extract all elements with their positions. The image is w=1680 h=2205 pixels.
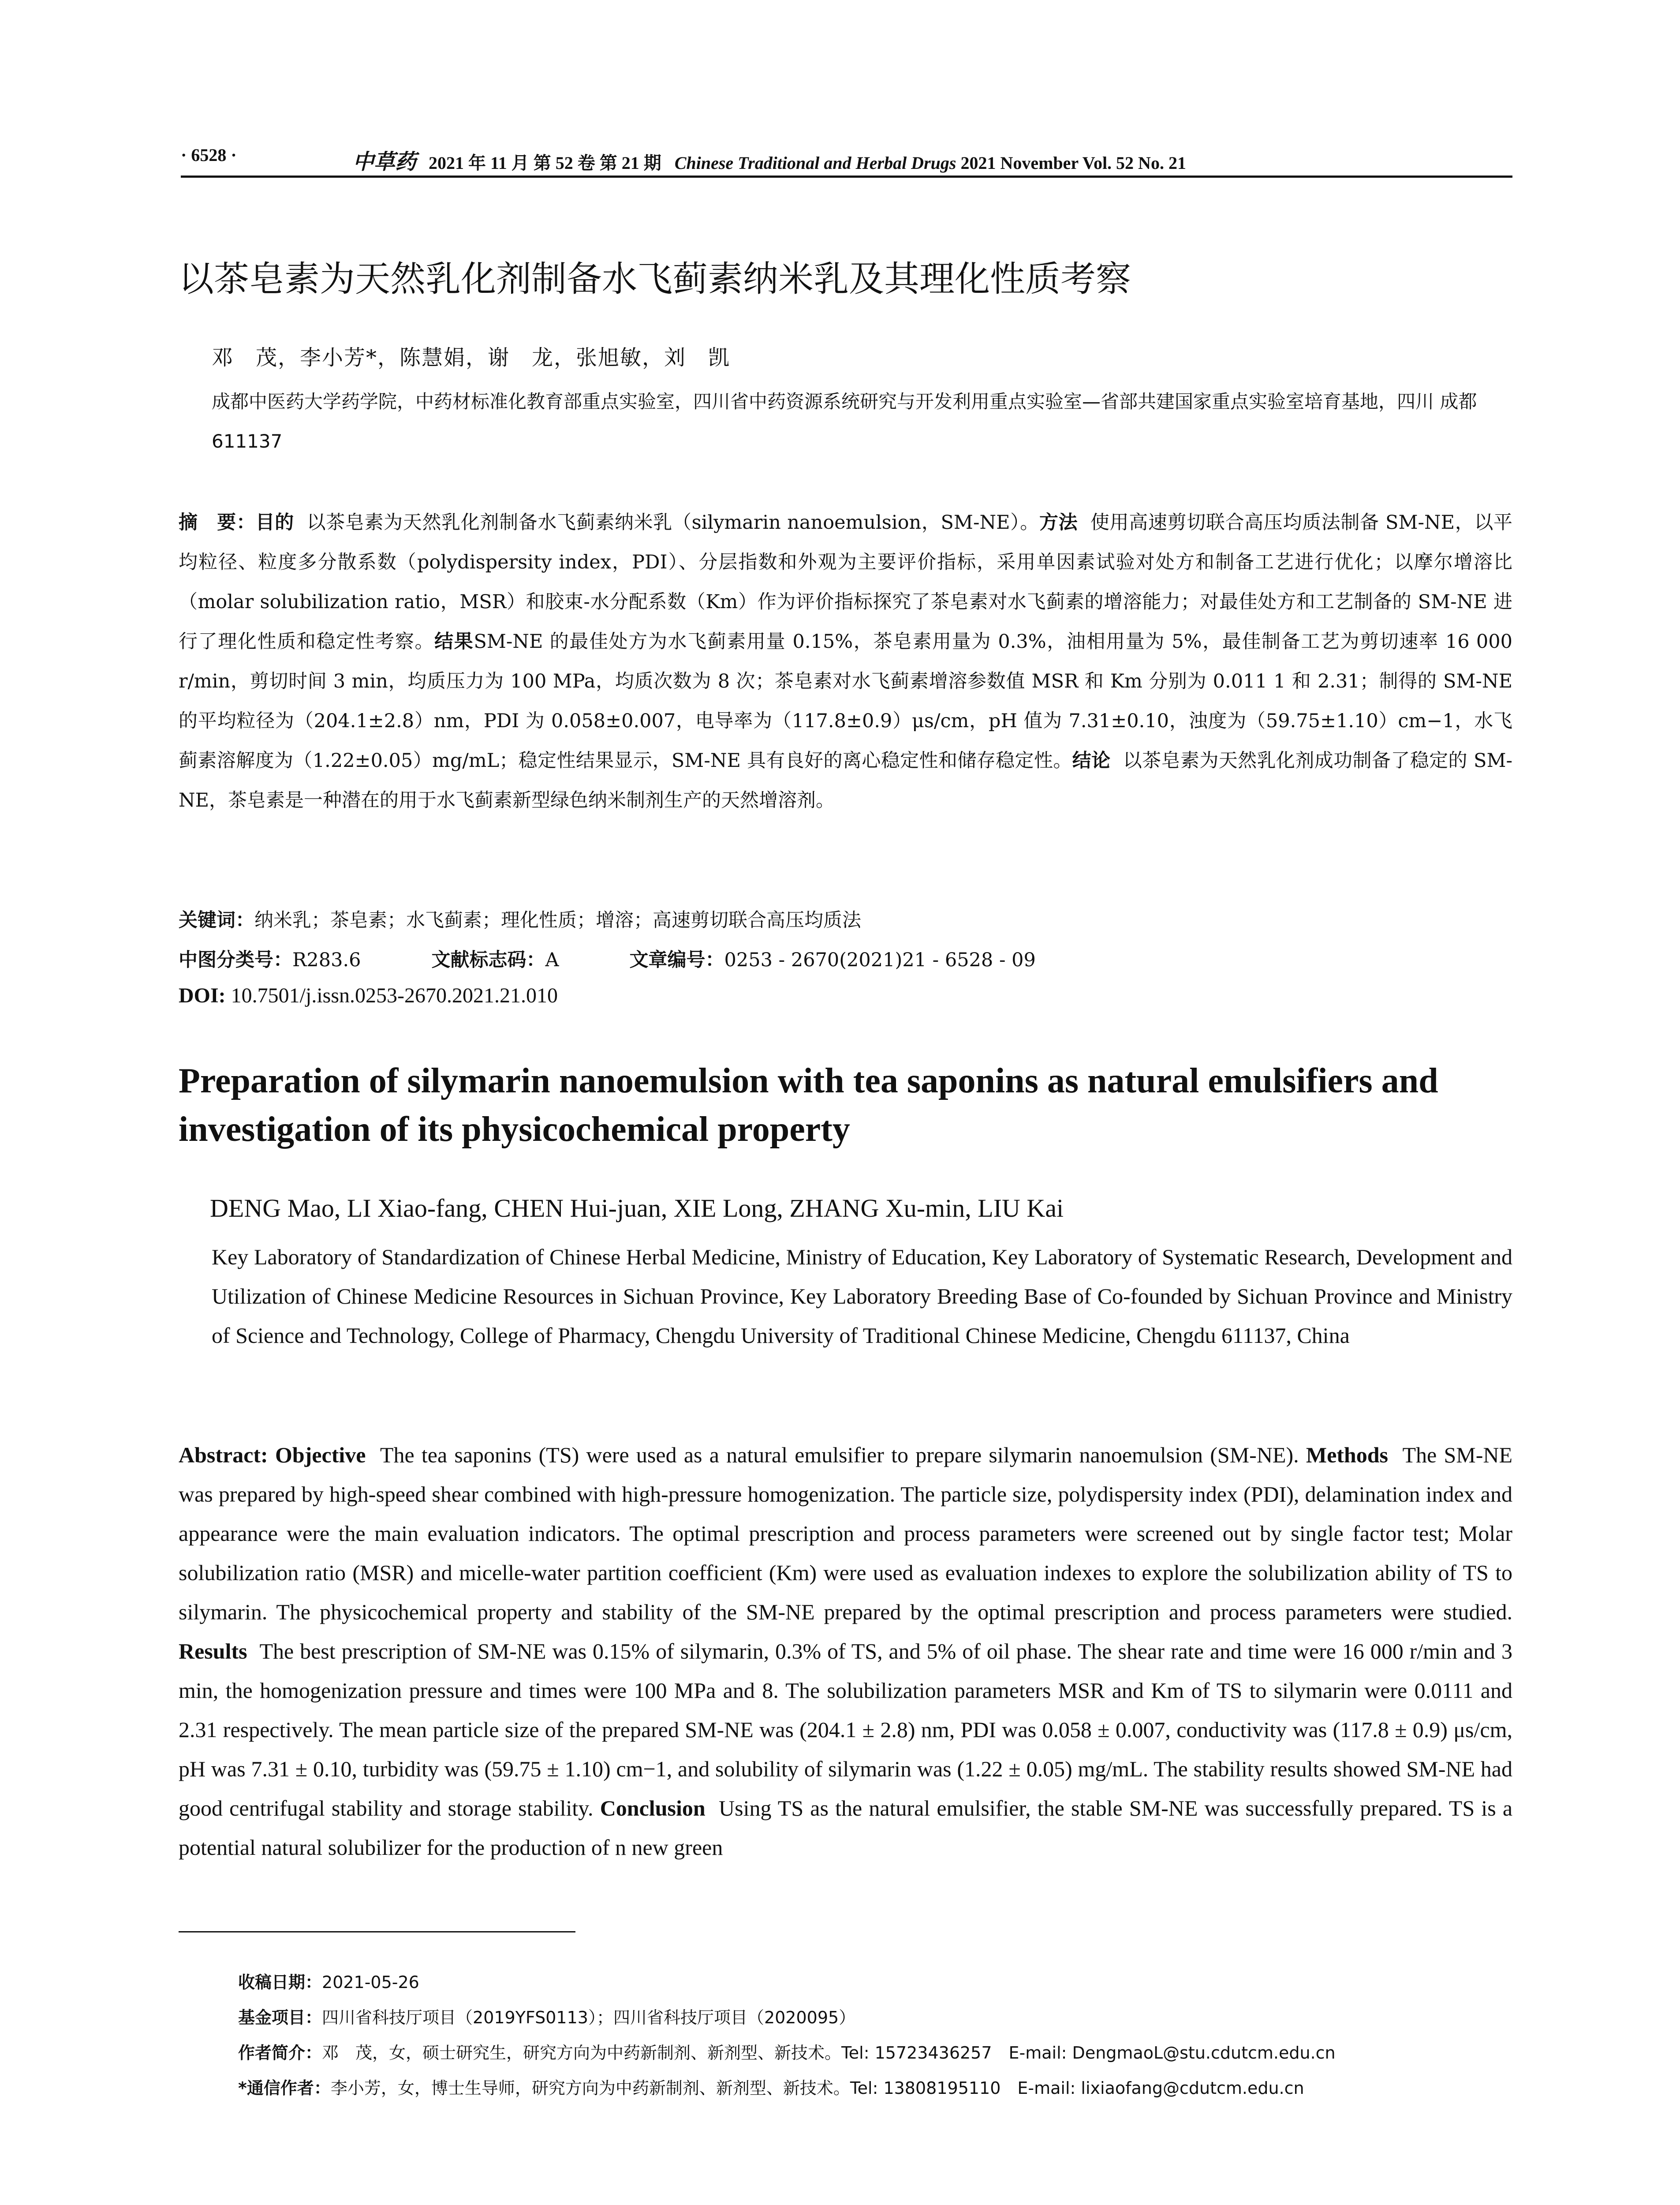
abstract-label-en: Abstract: [179,1443,268,1467]
affiliation-en: Key Laboratory of Standardization of Chinese Herbal Medicine, Ministry of Education, Key Laboratory of Systematic Research, Development and Utilization of Chinese Medicine Resources in Sichuan Province, Key Laboratory Breeding Base of Co-founded by Sichuan Province and Ministry of Science and Technology, College of Pharmacy, Chengdu University of Traditional Chinese Medicine, Chengdu 611137, China [212,1245,1512,1348]
conclusion-en: Using TS as the natural emulsifier, the stable SM-NE was successfully prepared. TS is a potential natural solubilizer for the production of n new green [179,1796,1513,1860]
results-label-cn: 结果 [434,631,474,653]
results-label-en: Results [179,1639,247,1663]
article-no-value: 0253 - 2670(2021)21 - 6528 - 09 [724,949,1036,971]
page-number: · 6528 · [181,145,237,165]
methods-cn: 使用高速剪切联合高压均质法制备 SM-NE，以平均粒径、粒度多分散系数（polydispersity index，PDI）、分层指数和外观为主要评价指标，采用单因素试验对处方和制备工艺进行优化；以摩尔增溶比（molar solubilization ratio，MSR）和胶束-水分配系数（Km）作为评价指标探究了茶皂素对水飞蓟素的增溶能力；对最佳处方和工艺制备的 SM-NE 进行了理化性质和稳定性考察。 [179,512,1513,653]
footnote-fund [238,2000,1517,2035]
doi-value[interactable]: 10.7501/j.issn.0253-2670.2021.21.010 [231,984,558,1007]
abstract-label-cn: 摘 要： [179,512,256,534]
affiliation-cn: 成都中医药大学药学院，中药材标准化教育部重点实验室，四川省中药资源系统研究与开发利用重点实验室—省部共建国家重点实验室培育基地，四川 成都 611137 [212,391,1496,452]
results-cn: SM-NE 的最佳处方为水飞蓟素用量 0.15%，茶皂素用量为 0.3%，油相用量为 5%，最佳制备工艺为剪切速率 16 000 r/min，剪切时间 3 min，均质压力为 100 MPa，均质次数为 8 次；茶皂素对水飞蓟素增溶参数值 MSR 和 Km 分别为 0.011 1 和 2.31；制得的 SM-NE 的平均粒径为（204.1±2.8）nm，PDI 为 0.058±0.007，电导率为（117.8±0.9）μs/cm，pH 值为 7.31±0.10，浊度为（59.75±1.10）cm−1，水飞蓟素溶解度为（1.22±0.05）mg/mL；稳定性结果显示，SM-NE 具有良好的离心稳定性和储存稳定性。 [179,631,1513,772]
title-cn: 以茶皂素为天然乳化剂制备水飞蓟素纳米乳及其理化性质考察 [179,258,1131,299]
fund-text: 四川省科技厅项目（2019YFS0113）；四川省科技厅项目（2020095） [322,2008,856,2027]
conclusion-label-en: Conclusion [600,1796,706,1820]
objective-cn: 以茶皂素为天然乳化剂制备水飞蓟素纳米乳（silymarin nanoemulsion，SM-NE）。 [306,512,1039,534]
footnote-corresponding [238,2070,1517,2106]
methods-label-cn: 方法 [1039,512,1078,534]
authors-cn: 邓 茂，李小芳*，陈慧娟，谢 龙，张旭敏，刘 凯 [212,345,731,370]
journal-info [353,145,1186,175]
objective-label-cn: 目的 [255,512,294,534]
doc-code-label: 文献标志码： [431,949,545,971]
doi-label: DOI: [179,984,226,1007]
authors-en: DENG Mao, LI Xiao-fang, CHEN Hui-juan, XIE Long, ZHANG Xu-min, LIU Kai [210,1194,1064,1222]
footnotes [238,1965,1517,2106]
objective-label-en: Objective [275,1443,366,1467]
received-label: 收稿日期： [238,1973,322,1992]
methods-en: The SM-NE was prepared by high-speed shear combined with high-pressure homogenization. The particle size, polydispersity index (PDI), delamination index and appearance were the main evaluation indicators. The optimal prescription and process parameters were screened out by single factor test; Molar solubilization ratio (MSR) and micelle-water partition coefficient (Km) were used as evaluation indexes to explore the solubilization ability of TS to silymarin. The physicochemical property and stability of the SM-NE prepared by the optimal prescription and process parameters were studied. [179,1443,1513,1624]
article-no-label: 文章编号： [629,949,724,971]
abstract-cn [179,503,1512,820]
methods-label-en: Methods [1306,1443,1388,1467]
keywords: 纳米乳；茶皂素；水飞蓟素；理化性质；增溶；高速剪切联合高压均质法 [254,909,861,931]
author-label: 作者简介： [238,2043,322,2063]
conclusion-cn: 以茶皂素为天然乳化剂成功制备了稳定的 SM-NE，茶皂素是一种潜在的用于水飞蓟素新型绿色纳米制剂生产的天然增溶剂。 [179,750,1513,811]
title-en: Preparation of silymarin nanoemulsion with tea saponins as natural emulsifiers and investigation of its physicochemical property [179,1061,1438,1149]
footnote-author [238,2035,1517,2070]
received-date: 2021-05-26 [322,1973,419,1992]
journal-logo: 中草药 [353,149,417,174]
footnote-received [238,1965,1517,2000]
clc-value: R283.6 [292,949,361,971]
objective-en: The tea saponins (TS) were used as a natural emulsifier to prepare silymarin nanoemulsion (SM-NE). [380,1443,1299,1467]
results-en: The best prescription of SM-NE was 0.15% of silymarin, 0.3% of TS, and 5% of oil phase. The shear rate and time were 16 000 r/min and 3 min, the homogenization pressure and times were 100 MPa and 8. The solubilization parameters MSR and Km of TS to silymarin were 0.0111 and 2.31 respectively. The mean particle size of the prepared SM-NE was (204.1 ± 2.8) nm, PDI was 0.058 ± 0.007, conductivity was (117.8 ± 0.9) μs/cm, pH was 7.31 ± 0.10, turbidity was (59.75 ± 1.10) cm−1, and solubility of silymarin was (1.22 ± 0.05) mg/mL. The stability results showed SM-NE had good centrifugal stability and storage stability. [179,1639,1513,1820]
running-header [181,140,1512,176]
corresponding-text: 李小芳，女，博士生导师，研究方向为中药新制剂、新剂型、新技术。Tel: 13808195110 E-mail: lixiaofang@cdutcm.edu.cn [330,2078,1304,2098]
issue-cn: 2021 年 11 月 第 52 卷 第 21 期 [429,153,661,173]
footnote-rule [179,1931,575,1932]
doi-line [179,983,558,1008]
author-text: 邓 茂，女，硕士研究生，研究方向为中药新制剂、新剂型、新技术。Tel: 15723436257 E-mail: DengmaoL@stu.cdutcm.edu.cn [322,2043,1336,2063]
clc-label: 中图分类号： [179,949,292,971]
journal-name-en: Chinese Traditional and Herbal Drugs [674,153,956,173]
issue-en: 2021 November Vol. 52 No. 21 [960,153,1186,173]
header-rule [181,176,1512,178]
corresponding-label: *通信作者： [238,2078,331,2098]
keywords-label: 关键词： [179,909,254,931]
classification-line [179,945,1036,972]
doc-code-value: A [545,949,559,971]
abstract-en [179,1435,1512,1867]
fund-label: 基金项目： [238,2008,322,2027]
keywords-line [179,905,861,932]
conclusion-label-cn: 结论 [1072,750,1111,772]
